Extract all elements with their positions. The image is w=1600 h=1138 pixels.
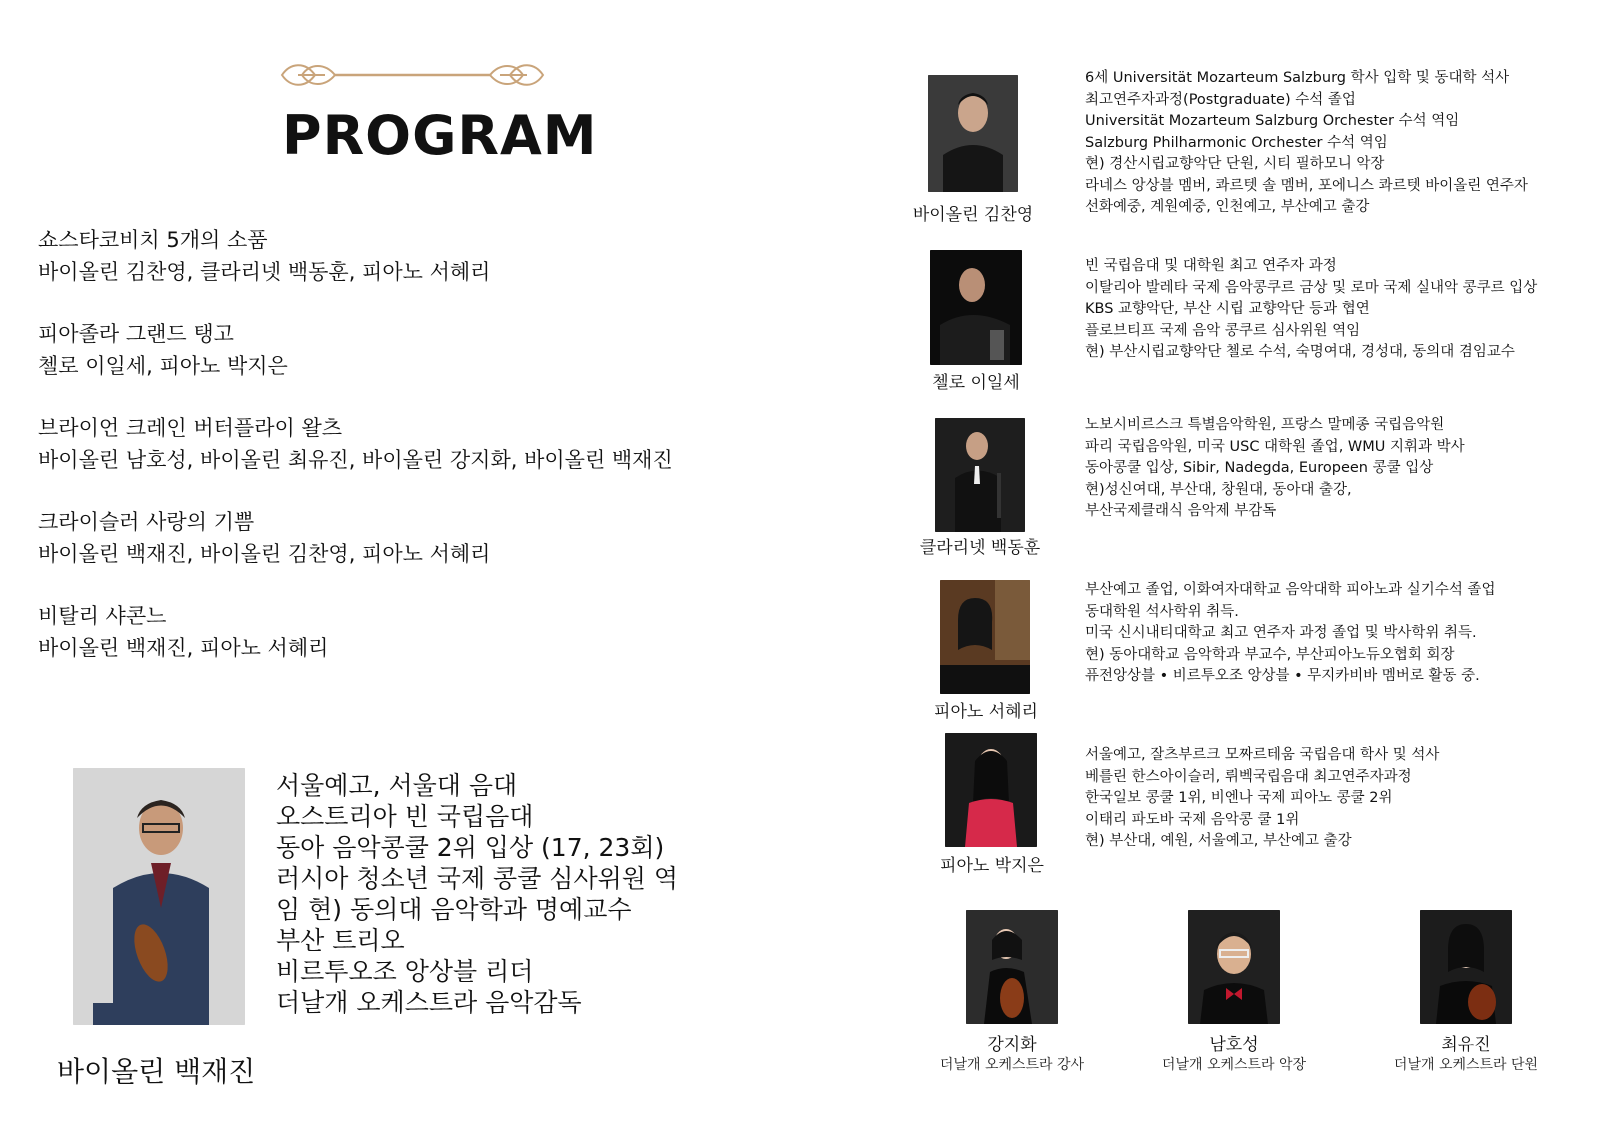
bio-line: 베를린 한스아이슬러, 뤼벡국립음대 최고연주자과정 (1085, 768, 1412, 785)
bio-line: 더날개 오케스트라 음악감독 (276, 988, 582, 1017)
piece-title: 크라이슬러 사랑의 기쁨 (38, 510, 255, 534)
member-name: 최유진 (1441, 1035, 1491, 1055)
piece-title: 브라이언 크레인 버터플라이 왈츠 (38, 416, 343, 440)
bio-line: 동아콩쿨 입상, Sibir, Nadegda, Europeen 콩쿨 입상 (1085, 460, 1434, 476)
member-photo (1420, 910, 1512, 1024)
bio-line: 부산예고 졸업, 이화여자대학교 음악대학 피아노과 실기수석 졸업 (1085, 582, 1496, 598)
bio-line: 노보시비르스크 특별음악학원, 프랑스 말메종 국립음악원 (1085, 417, 1445, 433)
member-role: 더날개 오케스트라 단원 (1393, 1057, 1539, 1073)
performer-photo (935, 418, 1025, 532)
bio-line: 비르투오조 앙상블 리더 (276, 957, 534, 986)
bio-line: 현) 경산시립교향악단 단원, 시티 필하모니 악장 (1085, 156, 1385, 172)
bio-line: 동대학원 석사학위 취득. (1085, 603, 1239, 620)
bio-line: KBS 교향악단, 부산 시립 교향악단 등과 협연 (1085, 301, 1370, 317)
piece-performers: 바이올린 백재진, 바이올린 김찬영, 피아노 서혜리 (38, 542, 491, 566)
bio-line: 현) 부산대, 예원, 서울예고, 부산예고 출강 (1085, 833, 1352, 849)
piece-title: 쇼스타코비치 5개의 소품 (38, 228, 268, 252)
bio-line: 라네스 앙상블 멤버, 콰르텟 솔 멤버, 포에니스 콰르텟 바이올린 연주자 (1085, 177, 1528, 194)
piece-performers: 첼로 이일세, 피아노 박지은 (38, 354, 288, 378)
piece-performers: 바이올린 김찬영, 클라리넷 백동훈, 피아노 서혜리 (38, 260, 491, 284)
bio-line: 현) 동아대학교 음악학과 부교수, 부산피아노듀오협회 회장 (1085, 646, 1455, 663)
performer-bio (1085, 580, 1590, 688)
bio-line: 동아 음악콩쿨 2위 입상 (17, 23회) (276, 833, 665, 862)
bio-line: 서울예고, 잘츠부르크 모짜르테움 국립음대 학사 및 석사 (1085, 747, 1440, 763)
performer-name: 바이올린 김찬영 (912, 205, 1034, 225)
page-title: PROGRAM (282, 104, 598, 167)
bio-line: 현) 부산시립교향악단 첼로 수석, 숙명여대, 경성대, 동의대 겸임교수 (1085, 344, 1515, 360)
laurel-divider-icon (280, 55, 545, 95)
program-list (38, 224, 738, 694)
member-role: 더날개 오케스트라 악장 (1161, 1057, 1307, 1073)
bio-line: 서울예고, 서울대 음대 (276, 771, 518, 800)
performer-photo (928, 75, 1018, 192)
main-artist-name: 바이올린 백재진 (57, 1055, 256, 1088)
performer-name: 클라리넷 백동훈 (919, 538, 1041, 558)
program-item (38, 412, 738, 476)
bio-line: Salzburg Philharmonic Orchester 수석 역임 (1085, 134, 1388, 151)
performer-bio (1085, 415, 1590, 523)
bio-line: 플로브티프 국제 음악 콩쿠르 심사위원 역임 (1085, 322, 1361, 339)
bio-line: 오스트리아 빈 국립음대 (276, 802, 534, 831)
piece-title: 피아졸라 그랜드 탱고 (38, 322, 234, 346)
piece-title: 비탈리 샤콘느 (38, 604, 167, 628)
main-artist-photo (73, 768, 245, 1025)
performer-photo (940, 580, 1030, 694)
bio-line: 부산국제클래식 음악제 부감독 (1085, 503, 1277, 519)
main-artist-bio (276, 770, 696, 1018)
performer-name: 피아노 서혜리 (934, 702, 1038, 722)
bio-line: 러시아 청소년 국제 콩쿨 심사위원 역임 현) 동의대 음악학과 명예교수 (276, 864, 678, 924)
performer-photo (930, 250, 1022, 365)
bio-line: 최고연주자과정(Postgraduate) 수석 졸업 (1085, 91, 1356, 108)
performer-bio (1085, 68, 1590, 219)
bio-line: 미국 신시내티대학교 최고 연주자 과정 졸업 및 박사학위 취득. (1085, 625, 1477, 641)
performer-photo (945, 733, 1037, 847)
program-item (38, 506, 738, 570)
member-name: 남호성 (1209, 1035, 1259, 1055)
bio-line: 현)성신여대, 부산대, 창원대, 동아대 출강, (1085, 481, 1352, 498)
bio-line: 부산 트리오 (276, 926, 405, 955)
bio-line: 이태리 파도바 국제 음악콩 쿨 1위 (1085, 811, 1300, 828)
performer-name: 피아노 박지은 (940, 856, 1044, 876)
performer-name: 첼로 이일세 (932, 373, 1020, 393)
bio-line: 한국일보 콩쿨 1위, 비엔나 국제 피아노 콩쿨 2위 (1085, 790, 1393, 806)
performer-bio (1085, 745, 1590, 853)
bio-line: 선화예중, 계원예중, 인천예고, 부산예고 출강 (1085, 199, 1370, 215)
member-name: 강지화 (987, 1035, 1037, 1055)
piece-performers: 바이올린 백재진, 피아노 서혜리 (38, 636, 329, 660)
member-role: 더날개 오케스트라 강사 (939, 1057, 1085, 1073)
bio-line: 퓨전앙상블 • 비르투오조 앙상블 • 무지카비바 멤버로 활동 중. (1085, 668, 1480, 684)
bio-line: 6세 Universität Mozarteum Salzburg 학사 입학 및 동대학 석사 (1085, 70, 1510, 86)
bio-line: 이탈리아 발레타 국제 음악콩쿠르 금상 및 로마 국제 실내악 콩쿠르 입상 (1085, 279, 1538, 296)
program-item (38, 318, 738, 382)
member-photo (966, 910, 1058, 1024)
bio-line: 빈 국립음대 및 대학원 최고 연주자 과정 (1085, 258, 1337, 274)
performer-bio (1085, 256, 1590, 364)
piece-performers: 바이올린 남호성, 바이올린 최유진, 바이올린 강지화, 바이올린 백재진 (38, 448, 673, 472)
member-photo (1188, 910, 1280, 1024)
bio-line: 파리 국립음악원, 미국 USC 대학원 졸업, WMU 지휘과 박사 (1085, 438, 1465, 455)
program-item (38, 224, 738, 288)
program-item (38, 600, 738, 664)
bio-line: Universität Mozarteum Salzburg Orchester 수석 역임 (1085, 113, 1460, 129)
